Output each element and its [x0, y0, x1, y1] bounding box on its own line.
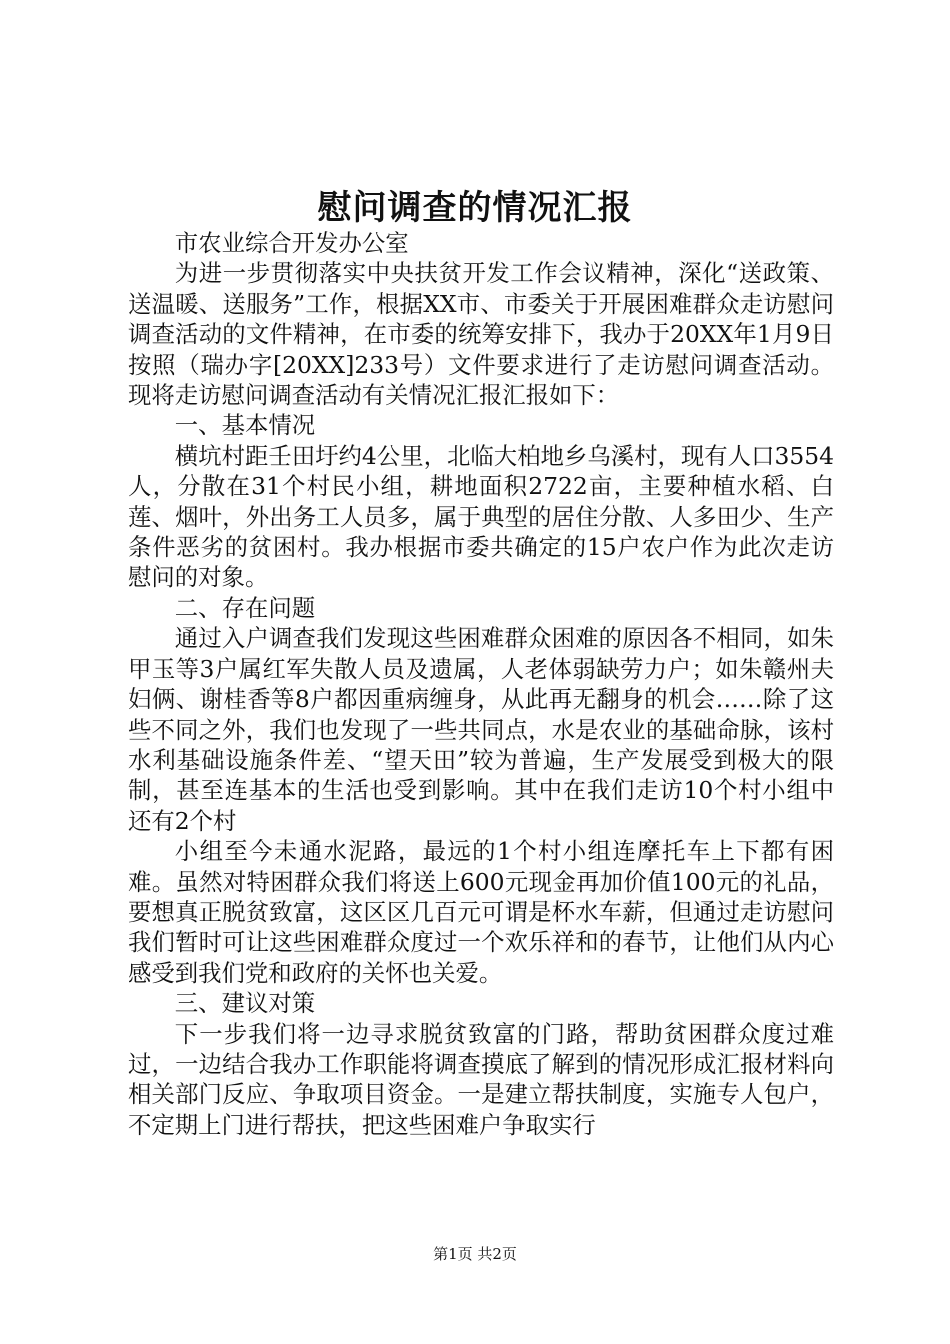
paragraph-office-name: 市农业综合开发办公室 — [174, 229, 409, 257]
paragraph-introduction: 为进一步贯彻落实中央扶贫开发工作会议精神，深化“送政策、送温暖、送服务”工作，根据XX市、市委关于开展困难群众走访慰问调查活动的文件精神，在市委的统筹安排下，我办于20XX年1月9日按照（瑞办字[20XX]233号）文件要求进行了走访慰问调查活动。现将走访慰问调查活动有关情况汇报汇报如下： — [128, 259, 834, 410]
paragraph-problems-continued: 小组至今未通水泥路，最远的1个村小组连摩托车上下都有困难。虽然对特困群众我们将送上600元现金再加价值100元的礼品，要想真正脱贫致富，这区区几百元可谓是杯水车薪，但通过走访慰问我们暂时可让这些困难群众度过一个欢乐祥和的春节，让他们从内心感受到我们党和政府的关怀也关爱。 — [128, 837, 834, 987]
section-heading-recommendations: 三、建议对策 — [174, 989, 316, 1018]
paragraph-existing-problems: 通过入户调查我们发现这些困难群众困难的原因各不相同，如朱甲玉等3户属红军失散人员及遗属，人老体弱缺劳力户；如朱赣州夫妇俩、谢桂香等8户都因重病缠身，从此再无翻身的机会……除了这些不同之外，我们也发现了一些共同点，水是农业的基础命脉，该村水利基础设施条件差、“望天田”较为普遍，生产发展受到极大的限制，甚至连基本的生活也受到影响。其中在我们走访10个村小组中还有2个村 — [128, 624, 834, 835]
paragraph-basic-situation: 横坑村距壬田圩约4公里，北临大柏地乡乌溪村，现有人口3554人，分散在31个村民小组，耕地面积2722亩，主要种植水稻、白莲、烟叶，外出务工人员多，属于典型的居住分散、人多田少、生产条件恶劣的贫困村。我办根据市委共确定的15户农户作为此次走访慰问的对象。 — [128, 441, 834, 592]
page-number-footer: 第1页 共2页 — [433, 1245, 517, 1263]
paragraph-recommendations: 下一步我们将一边寻求脱贫致富的门路，帮助贫困群众度过难过，一边结合我办工作职能将调查摸底了解到的情况形成汇报材料向相关部门反应、争取项目资金。一是建立帮扶制度，实施专人包户，不定期上门进行帮扶，把这些困难户争取实行 — [128, 1019, 834, 1139]
document-title: 慰问调查的情况汇报 — [317, 188, 633, 228]
section-heading-existing-problems: 二、存在问题 — [174, 593, 316, 622]
document-body — [128, 228, 834, 1140]
section-heading-basic-situation: 一、基本情况 — [174, 411, 316, 440]
